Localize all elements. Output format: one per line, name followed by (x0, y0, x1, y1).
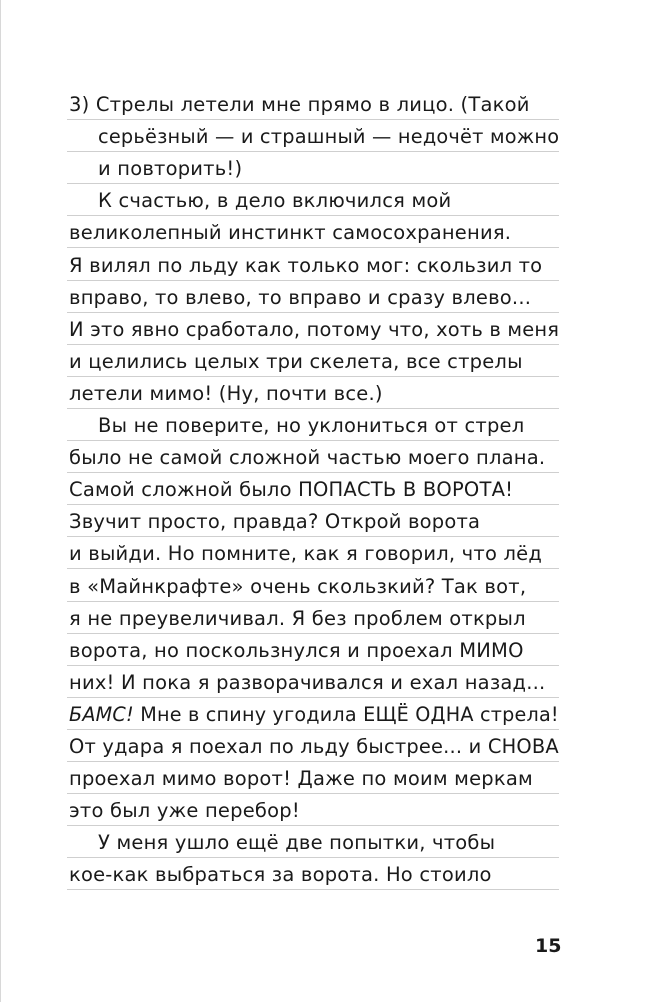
page-number: 15 (535, 935, 562, 957)
text-line: и повторить!) (98, 157, 243, 181)
text-line: Самой сложной было ПОПАСТЬ В ВОРОТА! (69, 478, 514, 502)
text-line: серьёзный — и страшный — недочёт можно (98, 125, 560, 149)
text-line: кое-как выбраться за ворота. Но стоило (69, 863, 492, 887)
text-line: я не преувеличивал. Я без проблем открыл (69, 606, 526, 630)
text-line: великолепный инстинкт самосохранения. (69, 221, 512, 245)
text-line: ворота, но поскользнулся и проехал МИМО (69, 638, 524, 662)
text-line: От удара я поехал по льду быстрее... и СНОВА (69, 735, 559, 758)
text-line: них! И пока я разворачивался и ехал назад... (69, 670, 546, 694)
sound-effect: БАМС! (69, 702, 134, 726)
text-line-rest: Мне в спину угодила ЕЩЁ ОДНА стрела! (133, 702, 559, 726)
text-line (69, 702, 559, 728)
text-line: летели мимо! (Ну, почти все.) (69, 381, 383, 405)
page-text (1, 0, 646, 1002)
text-line: Вы не поверите, но уклониться от стрел (98, 414, 525, 437)
text-line: И это явно сработало, потому что, хоть в меня (69, 317, 560, 341)
text-line: Звучит просто, правда? Открой ворота (69, 510, 481, 534)
text-line: и выйди. Но помните, как я говорил, что лёд (69, 542, 543, 566)
text-line: Я вилял по льду как только мог: скользил то (69, 253, 543, 277)
text-line: и целились целых три скелета, все стрелы (69, 349, 523, 373)
text-line: это был уже перебор! (69, 799, 300, 823)
text-line: У меня ушло ещё две попытки, чтобы (98, 831, 496, 855)
text-line: вправо, то влево, то вправо и сразу влево... (69, 285, 532, 309)
text-line: было не самой сложной частью моего плана. (69, 446, 546, 470)
text-line: проехал мимо ворот! Даже по моим меркам (69, 767, 533, 791)
text-line: в «Майнкрафте» очень скользкий? Так вот, (69, 574, 527, 598)
text-line: К счастью, в дело включился мой (98, 189, 452, 213)
text-line: 3) Стрелы летели мне прямо в лицо. (Такой (69, 93, 530, 116)
